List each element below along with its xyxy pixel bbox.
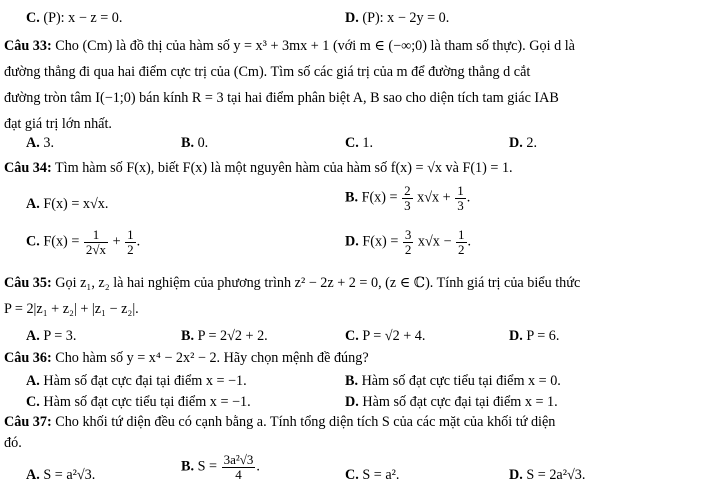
q33-line4: đạt giá trị lớn nhất.: [4, 116, 112, 132]
numerator: 1: [127, 227, 134, 242]
fraction: [222, 453, 256, 481]
denominator: 2: [127, 241, 134, 257]
denominator: 3: [457, 197, 464, 213]
option-label: C.: [26, 233, 40, 250]
q35-option-d: [509, 328, 559, 345]
option-label: D.: [345, 394, 359, 410]
question-label: Câu 33:: [4, 38, 52, 54]
option-text: P = 6.: [526, 328, 560, 344]
option-text: S = a²√3.: [43, 467, 96, 483]
fraction: [402, 184, 413, 212]
option-label: A.: [26, 196, 40, 212]
option-text: Hàm số đạt cực đại tại điểm x = −1.: [43, 373, 247, 389]
option-text: 3.: [43, 135, 54, 151]
option-text: 0.: [197, 135, 209, 151]
denominator: 2: [404, 241, 412, 257]
option-label: C.: [345, 328, 359, 344]
q36-stem: [4, 350, 369, 367]
option-label: C.: [26, 10, 40, 26]
q33-line3: đường tròn tâm I(−1;0) bán kính R = 3 tại hai điểm phân biệt A, B sao cho diện tích tam giác IAB: [4, 90, 559, 106]
option-text: P = √2 + 4.: [362, 328, 426, 344]
q37-option-a: [26, 467, 95, 484]
option-label: A.: [26, 328, 40, 344]
q33-line2: đường thẳng đi qua hai điểm cực trị của (Cm). Tìm số các giá trị của m để đường thẳng d cắt: [4, 64, 531, 80]
q35-line1: [4, 275, 580, 292]
option-label: B.: [345, 373, 359, 389]
option-text: 2.: [526, 135, 537, 151]
option-text: P = 2√2 + 2.: [197, 328, 268, 344]
fraction: [456, 228, 467, 256]
q33-option-a: [26, 135, 54, 152]
fraction: [455, 184, 466, 212]
numerator: 3a²√3: [223, 452, 254, 467]
option-label: B.: [181, 328, 195, 344]
fraction: [125, 228, 136, 256]
question-text: Cho hàm số y = x⁴ − 2x² − 2. Hãy chọn mệnh đề đúng?: [55, 350, 369, 366]
option-text: P = 3.: [43, 328, 77, 344]
q35-option-b: [181, 328, 268, 345]
q36-option-b: [345, 373, 561, 390]
q34-option-a: [26, 196, 108, 213]
q35-option-c: [345, 328, 425, 345]
q35-line2: P = 2|z₁ + z₂| + |z₁ − z₂|.: [4, 301, 139, 317]
q37-option-b: [181, 453, 260, 481]
option-middle: +: [112, 233, 121, 250]
option-label: C.: [345, 135, 359, 151]
option-middle: x√x +: [417, 189, 451, 206]
q36-option-d: [345, 394, 558, 411]
option-prefix: F(x) =: [362, 233, 399, 250]
denominator: 3: [404, 197, 411, 213]
option-text: S = a².: [362, 467, 400, 483]
option-label: D.: [345, 10, 359, 26]
q33-option-b: [181, 135, 208, 152]
fraction: [403, 228, 414, 256]
numerator: 1: [458, 227, 465, 242]
q34-option-c: C. F(x) = $\frac{1}{2√x}$ + $\frac{1}{2}$ .: [26, 227, 141, 257]
q34-option-d: D. F(x) = $\frac{3}{2}$ x√x − $\frac{1}{2}$ .: [345, 227, 472, 257]
q36-option-a: [26, 373, 247, 390]
option-label: A.: [26, 467, 40, 483]
option-label: C.: [345, 467, 359, 483]
option-text: (P): x − z = 0.: [43, 10, 123, 26]
q33-line1: [4, 38, 575, 55]
q35-option-a: [26, 328, 76, 345]
numerator: 2: [404, 183, 411, 198]
option-suffix: .: [256, 458, 260, 475]
option-text: (P): x − 2y = 0.: [362, 10, 450, 26]
question-label: Câu 36:: [4, 350, 52, 366]
q36-option-c: [26, 394, 251, 411]
numerator: 1: [84, 228, 108, 243]
q33-option-c: [345, 135, 373, 152]
denominator: 4: [235, 466, 242, 482]
option-label: D.: [509, 135, 523, 151]
numerator: 3: [404, 227, 412, 242]
option-text: 1.: [362, 135, 373, 151]
option-text: Hàm số đạt cực đại tại điểm x = 1.: [362, 394, 558, 410]
option-label: D.: [345, 233, 359, 250]
option-middle: x√x −: [417, 233, 452, 250]
q33-option-d: [509, 135, 537, 152]
q37-line2: đó.: [4, 435, 22, 451]
question-label: Câu 37:: [4, 414, 52, 430]
option-prefix: F(x) =: [361, 189, 398, 206]
q37-line1: [4, 414, 555, 431]
denominator: 2√x: [85, 241, 107, 257]
q34-option-b: B. F(x) = $\frac{2}{3}$ x√x + $\frac{1}{3}$ .: [345, 183, 471, 213]
option-text: Hàm số đạt cực tiểu tại điểm x = 0.: [361, 373, 561, 389]
q37-option-d: [509, 467, 585, 484]
option-text: Hàm số đạt cực tiểu tại điểm x = −1.: [43, 394, 251, 410]
option-text: F(x) = x√x.: [43, 196, 109, 212]
option-label: D.: [509, 328, 523, 344]
option-label: B.: [345, 189, 359, 206]
option-label: B.: [181, 458, 195, 475]
option-label: B.: [181, 135, 195, 151]
option-prefix: S =: [197, 458, 218, 475]
denominator: 2: [458, 241, 465, 257]
question-label: Câu 34:: [4, 160, 52, 176]
question-label: Câu 35:: [4, 275, 52, 291]
question-text: Cho (Cm) là đồ thị của hàm số y = x³ + 3mx + 1 (với m ∈ (−∞;0) là tham số thực). Gọi d là: [55, 38, 575, 54]
option-label: A.: [26, 373, 40, 389]
numerator: 1: [457, 183, 464, 198]
option-label: A.: [26, 135, 40, 151]
q37-option-c: [345, 467, 399, 484]
prev-option-d: [345, 10, 449, 27]
prev-option-c: [26, 10, 122, 27]
question-text: Cho khối tứ diện đều có cạnh bằng a. Tính tổng diện tích S của các mặt của khối tứ diện: [55, 414, 556, 430]
option-text: S = 2a²√3.: [526, 467, 586, 483]
q34-stem: [4, 160, 513, 177]
option-label: C.: [26, 394, 40, 410]
question-text: Gọi z₁, z₂ là hai nghiệm của phương trình z² − 2z + 2 = 0, (z ∈ ℂ). Tính giá trị của biểu thức: [55, 275, 581, 291]
option-prefix: F(x) =: [43, 233, 80, 250]
question-text: Tìm hàm số F(x), biết F(x) là một nguyên hàm của hàm số f(x) = √x và F(1) = 1.: [55, 160, 513, 176]
fraction: [84, 228, 108, 256]
option-label: D.: [509, 467, 523, 483]
